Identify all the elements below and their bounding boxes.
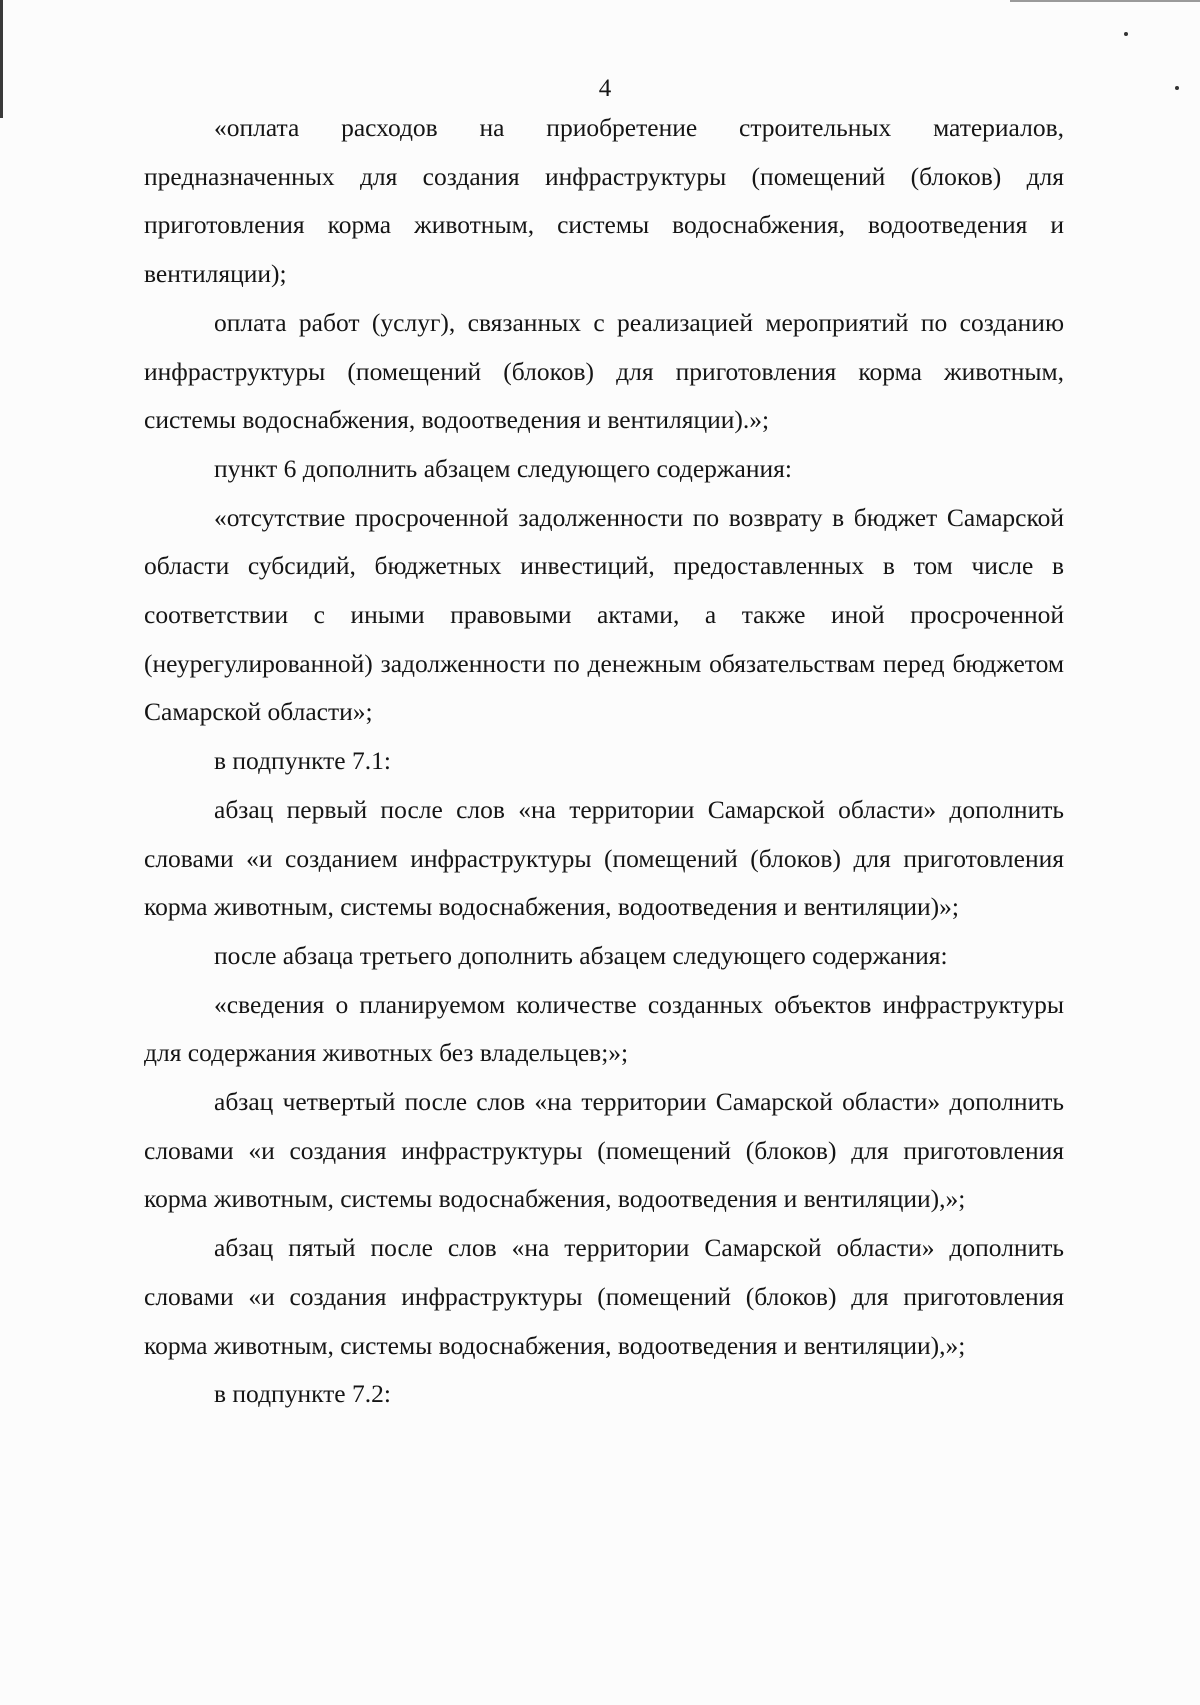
document-body — [144, 104, 1064, 1419]
paragraph: пункт 6 дополнить абзацем следующего содержания: — [214, 453, 792, 483]
paragraph: в подпункте 7.1: — [214, 746, 391, 776]
paragraph: «отсутствие просроченной задолженности по возврату в бюджет Самарской области субсидий, бюджетных инвестиций, предоставленных в том числе в соответствии с иными правовыми актами, а также иной просроченной (неурегулированной) задолженности по денежным обязательствам перед бюджетом Самарской области»; — [144, 502, 1064, 727]
paragraph: «оплата расходов на приобретение строительных материалов, предназначенных для создания инфраструктуры (помещений (блоков) для приготовления корма животным, системы водоснабжения, водоотведения и вентиляции); — [144, 113, 1064, 289]
paragraph: после абзаца третьего дополнить абзацем следующего содержания: — [214, 940, 948, 970]
paragraph: «сведения о планируемом количестве созданных объектов инфраструктуры для содержания животных без владельцев;»; — [144, 989, 1064, 1068]
paragraph: абзац первый после слов «на территории Самарской области» дополнить словами «и созданием инфраструктуры (помещений (блоков) для приготовления корма животным, системы водоснабжения, водоотведения и вентиляции)»; — [144, 794, 1064, 922]
scan-speck — [1175, 86, 1179, 90]
paragraph: абзац пятый после слов «на территории Самарской области» дополнить словами «и создания инфраструктуры (помещений (блоков) для приготовления корма животным, системы водоснабжения, водоотведения и вентиляции),»; — [144, 1233, 1064, 1360]
scan-edge-artifact — [0, 0, 3, 118]
scan-speck — [1124, 32, 1128, 36]
page-number: 4 — [598, 75, 612, 102]
paragraph: в подпункте 7.2: — [214, 1379, 391, 1409]
paragraph: оплата работ (услуг), связанных с реализацией мероприятий по созданию инфраструктуры (помещений (блоков) для приготовления корма животным, системы водоснабжения, водоотведения и вентиляции).»; — [144, 307, 1064, 435]
paragraph: абзац четвертый после слов «на территории Самарской области» дополнить словами «и создания инфраструктуры (помещений (блоков) для приготовления корма животным, системы водоснабжения, водоотведения и вентиляции),»; — [144, 1087, 1064, 1214]
scan-edge-artifact — [1010, 0, 1200, 2]
